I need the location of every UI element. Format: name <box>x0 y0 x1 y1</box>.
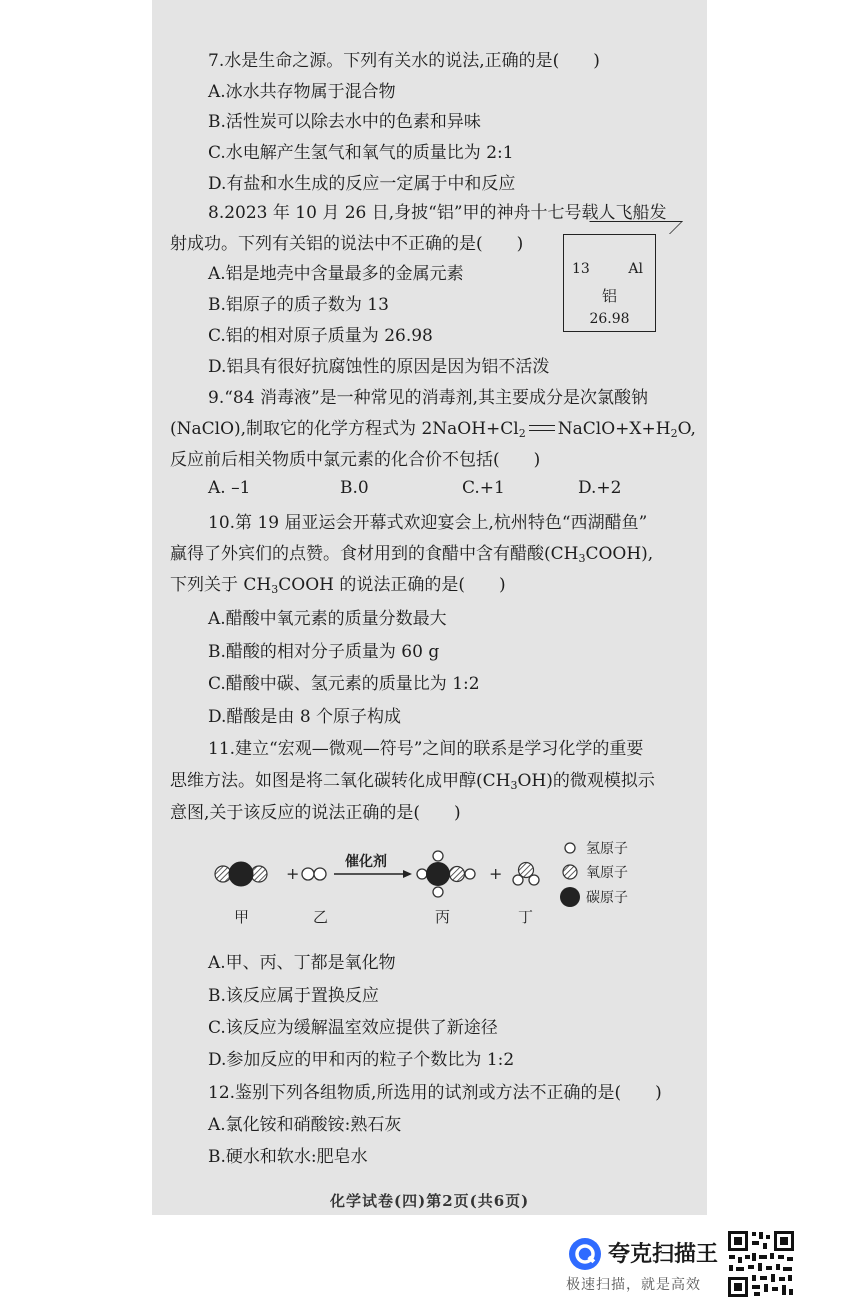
arrow-head <box>403 870 412 878</box>
qr-code-icon <box>726 1229 796 1299</box>
q9-option-b: B.0 <box>340 478 369 498</box>
atom-legend <box>560 841 628 907</box>
plus-sign-2: + <box>489 864 503 883</box>
q10-stem-line3 <box>170 570 506 596</box>
q7-option-c: C.水电解产生氢气和氧气的质量比为 2:1 <box>208 143 514 163</box>
label-yi: 乙 <box>313 908 329 926</box>
q9-equation-tail: O, <box>677 419 696 439</box>
q8-stem-line2: 射成功。下列有关铝的说法中不正确的是( ) <box>170 234 524 254</box>
q11-option-c: C.该反应为缓解温室效应提供了新途径 <box>208 1018 498 1038</box>
element-symbol: Al <box>628 261 643 277</box>
q9-stem-line3: 反应前后相关物质中氯元素的化合价不包括( ) <box>170 450 541 470</box>
q8-option-c: C.铝的相对原子质量为 26.98 <box>208 326 433 346</box>
brand-slogan: 极速扫描，就是高效 <box>566 1277 701 1293</box>
q7-option-b: B.活性炭可以除去水中的色素和异味 <box>208 112 481 132</box>
catalyst-label: 催化剂 <box>345 854 387 870</box>
element-atomic-mass: 26.98 <box>589 311 630 327</box>
aluminum-element-card <box>563 234 656 332</box>
page-footer: 化学试卷(四)第2页(共6页) <box>330 1192 530 1210</box>
element-atomic-number: 13 <box>572 261 590 277</box>
q10-text: COOH 的说法正确的是( ) <box>278 575 506 595</box>
q8-option-d: D.铝具有很好抗腐蚀性的原因是因为铝不活泼 <box>208 357 550 377</box>
subscript: 3 <box>578 552 586 565</box>
q10-option-d: D.醋酸是由 8 个原子构成 <box>208 707 402 727</box>
molecule-yi <box>302 868 326 880</box>
legend-oxygen: 氧原子 <box>586 865 628 881</box>
molecule-bing <box>417 851 475 897</box>
q9-option-d: D.+2 <box>578 478 622 498</box>
q8-stem-line1: 8.2023 年 10 月 26 日,身披“铝”甲的神舟十七号载人飞船发 <box>208 203 667 223</box>
q11-text: OH)的微观模拟示 <box>517 771 655 791</box>
q10-stem-line1: 10.第 19 届亚运会开幕式欢迎宴会上,杭州特色“西湖醋鱼” <box>208 513 648 533</box>
subscript: 3 <box>510 779 518 792</box>
q9-stem-line2 <box>170 414 696 440</box>
subscript: 2 <box>518 427 526 440</box>
label-bing: 丙 <box>435 908 451 926</box>
quark-logo-icon <box>567 1236 603 1272</box>
q8-option-b: B.铝原子的质子数为 13 <box>208 295 389 315</box>
q11-option-a: A.甲、丙、丁都是氧化物 <box>208 953 396 973</box>
subscript: 3 <box>271 583 279 596</box>
legend-hydrogen: 氢原子 <box>586 841 628 857</box>
q10-option-b: B.醋酸的相对分子质量为 60 g <box>208 642 440 662</box>
q9-equation-right: NaClO+X+H <box>557 419 671 439</box>
label-ding: 丁 <box>518 908 534 926</box>
q9-option-c: C.+1 <box>462 478 505 498</box>
q11-stem-line3: 意图,关于该反应的说法正确的是( ) <box>170 803 461 823</box>
plus-sign-1: + <box>286 864 300 883</box>
q11-stem-line1: 11.建立“宏观—微观—符号”之间的联系是学习化学的重要 <box>208 739 644 759</box>
equation-equals-sign <box>529 425 555 431</box>
q7-stem: 7.水是生命之源。下列有关水的说法,正确的是( ) <box>208 51 600 71</box>
element-name: 铝 <box>601 287 617 305</box>
q12-stem: 12.鉴别下列各组物质,所选用的试剂或方法不正确的是( ) <box>208 1083 662 1103</box>
q10-option-a: A.醋酸中氧元素的质量分数最大 <box>208 609 447 629</box>
molecule-ding <box>513 863 539 886</box>
q11-stem-line2 <box>170 766 655 792</box>
element-card-depth <box>577 221 683 234</box>
reaction-diagram <box>200 838 650 934</box>
brand-name: 夸克扫描王 <box>608 1242 719 1267</box>
q12-option-b: B.硬水和软水:肥皂水 <box>208 1147 368 1167</box>
label-jia: 甲 <box>234 908 250 926</box>
q10-option-c: C.醋酸中碳、氢元素的质量比为 1:2 <box>208 674 480 694</box>
molecule-jia <box>215 862 267 886</box>
subscript: 2 <box>670 427 678 440</box>
q9-option-a: A. –1 <box>208 478 251 498</box>
q11-option-d: D.参加反应的甲和丙的粒子个数比为 1:2 <box>208 1050 515 1070</box>
q10-stem-line2 <box>170 539 653 565</box>
q10-text: COOH), <box>585 544 654 564</box>
q10-text: 下列关于 CH <box>170 575 272 595</box>
q9-equation-left: (NaClO),制取它的化学方程式为 2NaOH+Cl <box>170 419 519 439</box>
q10-text: 赢得了外宾们的点赞。食材用到的食醋中含有醋酸(CH <box>170 544 579 564</box>
q12-option-a: A.氯化铵和硝酸铵:熟石灰 <box>208 1115 402 1135</box>
legend-carbon: 碳原子 <box>586 890 628 906</box>
q7-option-a: A.冰水共存物属于混合物 <box>208 82 396 102</box>
q11-option-b: B.该反应属于置换反应 <box>208 986 379 1006</box>
q11-text: 思维方法。如图是将二氧化碳转化成甲醇(CH <box>170 771 511 791</box>
q8-option-a: A.铝是地壳中含量最多的金属元素 <box>208 264 464 284</box>
q9-stem-line1: 9.“84 消毒液”是一种常见的消毒剂,其主要成分是次氯酸钠 <box>208 388 649 408</box>
q7-option-d: D.有盐和水生成的反应一定属于中和反应 <box>208 174 516 194</box>
